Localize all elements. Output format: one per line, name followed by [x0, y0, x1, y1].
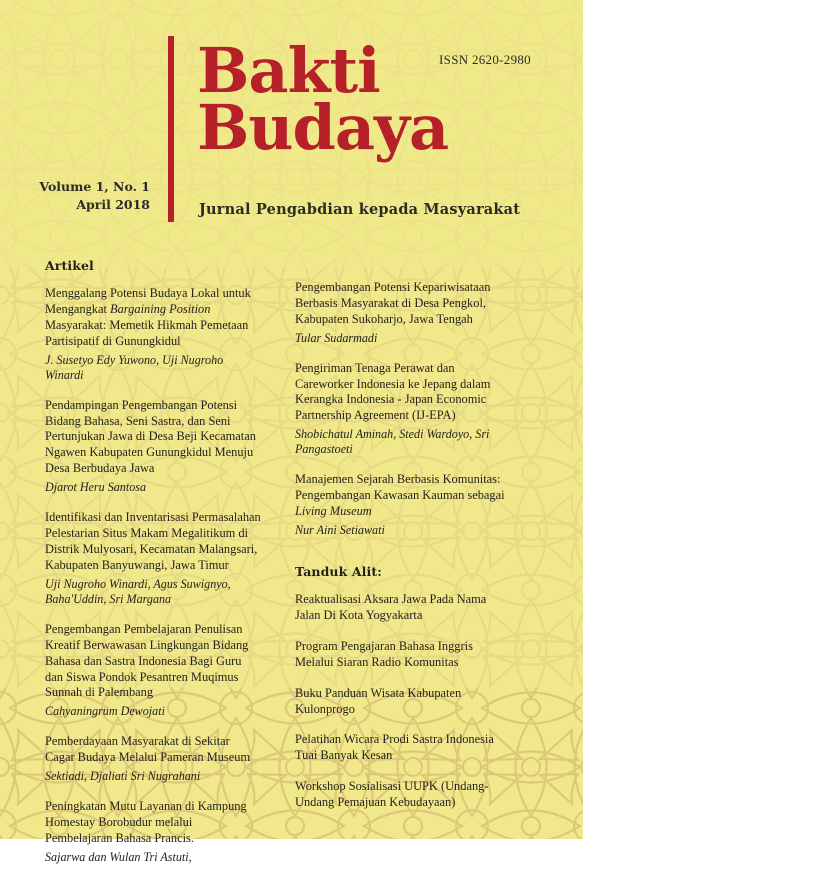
page-title: [197, 34, 577, 165]
toc-entry-title: Pelatihan Wicara Prodi Sastra Indonesia Tuai Banyak Kesan: [295, 732, 494, 763]
toc-right-entries-secondary: [295, 592, 512, 811]
toc-entry-title: Pemberdayaan Masyarakat di Sekitar Cagar Budaya Melalui Pameran Museum: [45, 734, 251, 765]
volume-label: Volume 1, No. 1: [39, 179, 150, 194]
toc-entry-authors: Djarot Heru Santosa: [45, 480, 147, 495]
toc-entry-title: Menggalang Potensi Budaya Lokal untuk Mengangkat Bargaining Position Masyarakat: Memetik Hikmah Pemetaan Partisipatif di Gunungkidul: [45, 286, 251, 348]
issue-date-label: April 2018: [76, 197, 150, 213]
title-divider-rule: [168, 36, 174, 222]
toc-entry[interactable]: [45, 622, 262, 719]
toc-entry[interactable]: [45, 398, 262, 495]
toc-entry-title: Identifikasi dan Inventarisasi Permasalahan Pelestarian Situs Makam Megalitikum di Distrik Mulyosari, Kecamatan Malangsari, Kabupaten Banyuwangi, Jawa Timur: [45, 510, 261, 572]
toc-entry-authors: Tular Sudarmadi: [295, 330, 378, 345]
toc-left-entries: [45, 286, 262, 865]
toc-entry-title: Peningkatan Mutu Layanan di Kampung Homestay Borobudur melalui Pembelajaran Bahasa Prancis.: [45, 799, 247, 846]
toc-entry-authors: Sektiadi, Djaliati Sri Nugrahani: [45, 769, 201, 784]
issn-label: ISSN 2620-2980: [439, 52, 531, 67]
journal-title-line-1: Bakti: [197, 34, 380, 107]
toc-left-column: [45, 258, 262, 880]
toc-entry-authors: Cahyaningrum Dewojati: [45, 704, 165, 719]
toc-entry-title: Pendampingan Pengembangan Potensi Bidang Bahasa, Seni Sastra, dan Seni Pertunjukan Jawa di Desa Beji Kecamatan Ngawen Kabupaten Gunungkidul Menuju Desa Berbudaya Jawa: [45, 397, 256, 476]
toc-heading-tanduk-alit: Tanduk Alit:: [295, 564, 382, 580]
toc-entry[interactable]: [45, 799, 262, 865]
journal-subtitle: Jurnal Pengabdian kepada Masyarakat: [199, 201, 521, 218]
toc-entry-title-emphasis: Bargaining Position: [110, 301, 211, 316]
toc-entry-authors: J. Susetyo Edy Yuwono, Uji Nugroho Winardi: [45, 352, 224, 382]
toc-entry-title: Buku Panduan Wisata Kabupaten Kulonprogo: [295, 685, 462, 716]
toc-entry[interactable]: [295, 686, 512, 718]
toc-entry-title: Program Pengajaran Bahasa Inggris Melalui Siaran Radio Komunitas: [295, 638, 473, 669]
toc-entry-title: Workshop Sosialisasi UUPK (Undang-Undang Pemajuan Kebudayaan): [295, 779, 489, 810]
masthead: [0, 0, 583, 232]
toc-entry-title-emphasis: Living Museum: [295, 504, 372, 519]
toc-right-entries: [295, 280, 512, 538]
toc-entry[interactable]: [295, 732, 512, 764]
toc-entry[interactable]: [295, 592, 512, 624]
toc-heading-artikel: Artikel: [45, 258, 94, 273]
toc-entry-title: Manajemen Sejarah Berbasis Komunitas: Pengembangan Kawasan Kauman sebagai Living Museum: [295, 472, 505, 519]
toc-entry-title: Pengiriman Tenaga Perawat dan Careworker Indonesia ke Jepang dalam Kerangka Indonesia - Japan Economic Partnership Agreement (IJ-EPA): [295, 360, 491, 423]
toc-entry-authors: Sajarwa dan Wulan Tri Astuti,: [45, 849, 192, 864]
toc-entry-authors: Nur Aini Setiawati: [295, 523, 385, 538]
toc-entry-title: Pengembangan Potensi Kepariwisataan Berbasis Masyarakat di Desa Pengkol, Kabupaten Sukoharjo, Jawa Tengah: [295, 280, 491, 326]
toc-entry[interactable]: [295, 779, 512, 811]
toc-entry-authors: Shobichatul Aminah, Stedi Wardoyo, Sri Pangastoeti: [295, 427, 490, 457]
toc-right-column: [295, 280, 512, 826]
volume-issue-block: [0, 178, 150, 214]
toc-entry[interactable]: [295, 639, 512, 671]
table-of-contents: [0, 258, 583, 864]
toc-entry[interactable]: [45, 286, 262, 383]
toc-entry-title: Pengembangan Pembelajaran Penulisan Kreatif Berwawasan Lingkungan Bidang Bahasa dan Sastra Indonesia Bagi Guru dan Siswa Pondok Pesantren Muqimus Sunnah di Palembang: [45, 621, 249, 700]
toc-entry[interactable]: [45, 734, 262, 784]
toc-entry[interactable]: [295, 280, 512, 346]
toc-entry[interactable]: [45, 510, 262, 607]
journal-title-line-2: Budaya: [197, 91, 449, 165]
toc-entry[interactable]: [295, 361, 512, 458]
toc-entry-authors: Uji Nugroho Winardi, Agus Suwignyo, Baha'Uddin, Sri Margana: [45, 576, 231, 606]
toc-entry[interactable]: [295, 472, 512, 538]
toc-entry-title: Reaktualisasi Aksara Jawa Pada Nama Jalan Di Kota Yogyakarta: [295, 592, 487, 623]
